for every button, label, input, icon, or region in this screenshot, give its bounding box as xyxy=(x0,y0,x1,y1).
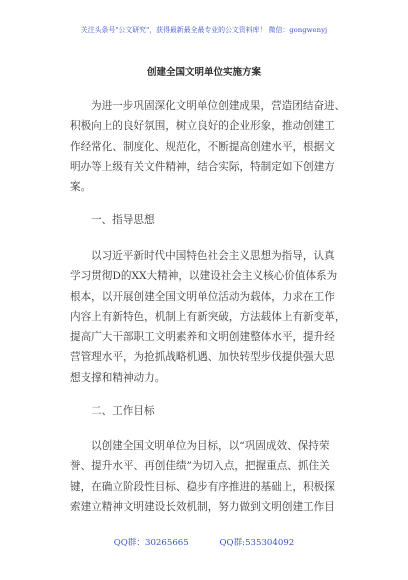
section-heading-guiding-ideology: 一、指导思想 xyxy=(91,214,155,226)
paragraph-line: 学习贯彻D的XX大精神，以建设社会主义核心价值体系为 xyxy=(70,270,338,283)
paragraph-guiding-ideology xyxy=(70,246,346,388)
paragraph-intro xyxy=(70,96,346,197)
paragraph-line: 营管理水平，为抢抓战略机遇、加快转型步伐提供强大思 xyxy=(70,351,335,364)
footer-qq-group-2: QQ群:535304092 xyxy=(219,538,295,548)
paragraph-line: 键，在确立阶段性目标、稳步有序推进的基础上，积极探 xyxy=(70,480,335,493)
paragraph-line: 以习近平新时代中国特色社会主义思想为指导，认真 xyxy=(91,250,335,262)
paragraph-line: 作经常化、制度化、规范化，不断提高创建水平，根据文 xyxy=(70,140,335,153)
promo-banner: 关注头条号"公文研究"，获得最新最全最专业的公文资料库！ 微信：gongwenyj xyxy=(80,26,328,34)
paragraph-work-goals xyxy=(70,436,335,517)
paragraph-line: 以创建全国文明单位为目标，以“巩固成效、保持荣 xyxy=(91,440,330,452)
paragraph-line: 誉、提升水平、再创佳绩”为切入点，把握重点、抓住关 xyxy=(70,460,330,473)
paragraph-line: 根本，以开展创建全国文明单位活动为载体，力求在工作 xyxy=(70,290,335,303)
paragraph-line: 内容上有新特色，机制上有新突破，方法载体上有新变革， xyxy=(70,310,346,323)
paragraph-line: 为进一步巩固深化文明单位创建成果，营造团结奋进、 xyxy=(91,100,346,112)
footer-qq-group-1: QQ群：30265665 xyxy=(113,538,189,548)
paragraph-line: 想支撑和精神动力。 xyxy=(70,371,166,384)
footer-contacts xyxy=(0,536,408,548)
paragraph-line: 积极向上的良好氛围，树立良好的企业形象，推动创建工 xyxy=(70,120,335,133)
document-title: 创建全国文明单位实施方案 xyxy=(146,67,261,78)
paragraph-line: 明办等上级有关文件精神，结合实际，特制定如下创建方 xyxy=(70,160,335,173)
section-heading-work-goals: 二、工作目标 xyxy=(91,405,155,417)
paragraph-line: 提高广大干部职工文明素养和文明创建整体水平，提升经 xyxy=(70,331,335,344)
paragraph-line: 案。 xyxy=(70,181,92,194)
paragraph-line: 索建立精神文明建设长效机制，努力做到文明创建工作目 xyxy=(70,500,335,513)
